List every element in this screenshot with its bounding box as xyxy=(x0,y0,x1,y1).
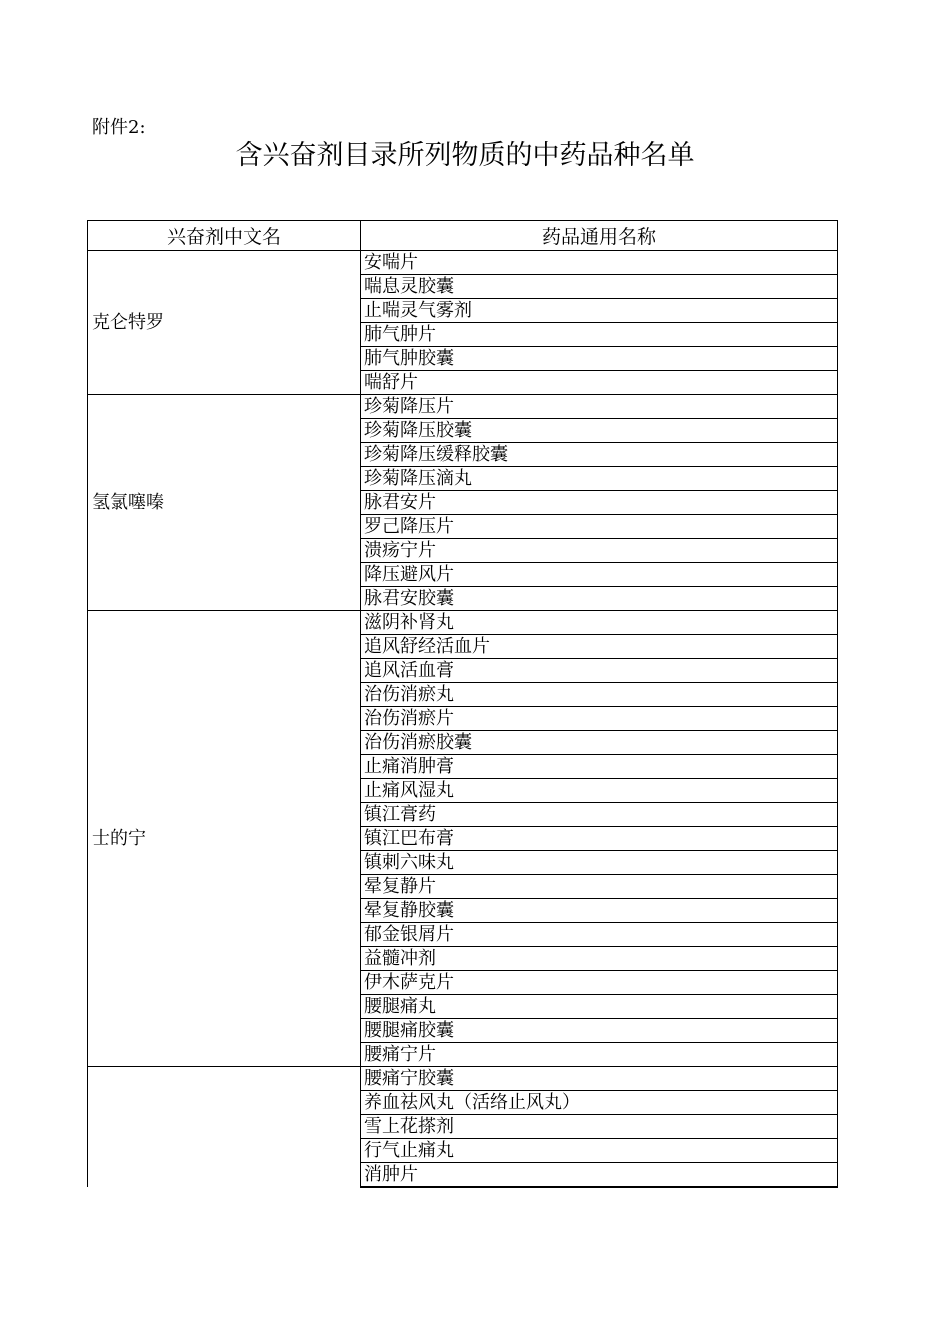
drug-name-cell: 降压避风片 xyxy=(361,563,838,587)
drug-name-cell: 腰腿痛丸 xyxy=(361,995,838,1019)
document-title: 含兴奋剂目录所列物质的中药品种名单 xyxy=(235,140,695,171)
drug-name-cell: 治伤消瘀丸 xyxy=(361,683,838,707)
table-body xyxy=(88,251,838,1188)
drug-name-cell: 珍菊降压缓释胶囊 xyxy=(361,443,838,467)
drug-name-cell: 珍菊降压滴丸 xyxy=(361,467,838,491)
drug-name-cell: 安喘片 xyxy=(361,251,838,275)
table-row xyxy=(88,251,838,275)
substance-name-cell xyxy=(88,1067,361,1188)
drug-name-cell: 肺气肿片 xyxy=(361,323,838,347)
drug-name-cell: 追风活血膏 xyxy=(361,659,838,683)
drug-name-cell: 珍菊降压片 xyxy=(361,395,838,419)
drug-name-cell: 晕复静胶囊 xyxy=(361,899,838,923)
drug-name-cell: 镇江膏药 xyxy=(361,803,838,827)
drug-name-cell: 腰痛宁胶囊 xyxy=(361,1067,838,1091)
substance-name-cell: 克仑特罗 xyxy=(88,251,361,395)
drug-name-cell: 滋阴补肾丸 xyxy=(361,611,838,635)
drug-name-cell: 雪上花搽剂 xyxy=(361,1115,838,1139)
substance-name-cell: 氢氯噻嗪 xyxy=(88,395,361,611)
drug-name-cell: 止痛风湿丸 xyxy=(361,779,838,803)
drug-name-cell: 追风舒经活血片 xyxy=(361,635,838,659)
drug-name-cell: 肺气肿胶囊 xyxy=(361,347,838,371)
drug-name-cell: 脉君安片 xyxy=(361,491,838,515)
drug-name-cell: 止痛消肿膏 xyxy=(361,755,838,779)
substance-name-cell: 士的宁 xyxy=(88,611,361,1067)
drug-name-cell: 行气止痛丸 xyxy=(361,1139,838,1163)
drug-name-cell: 治伤消瘀胶囊 xyxy=(361,731,838,755)
drug-name-cell: 治伤消瘀片 xyxy=(361,707,838,731)
table-header-row xyxy=(88,221,838,251)
annex-label: 附件2: xyxy=(92,117,146,138)
table-row xyxy=(88,1067,838,1091)
drug-name-cell: 镇江巴布膏 xyxy=(361,827,838,851)
drug-name-cell: 消肿片 xyxy=(361,1163,838,1188)
drug-name-cell: 益髓冲剂 xyxy=(361,947,838,971)
drug-name-cell: 伊木萨克片 xyxy=(361,971,838,995)
drug-name-cell: 溃疡宁片 xyxy=(361,539,838,563)
doping-substance-table xyxy=(87,220,838,1188)
drug-name-cell: 喘息灵胶囊 xyxy=(361,275,838,299)
column-header-substance: 兴奋剂中文名 xyxy=(88,221,361,251)
drug-name-cell: 养血祛风丸（活络止风丸） xyxy=(361,1091,838,1115)
drug-name-cell: 腰痛宁片 xyxy=(361,1043,838,1067)
table-row xyxy=(88,611,838,635)
column-header-drug-name: 药品通用名称 xyxy=(361,221,838,251)
drug-name-cell: 喘舒片 xyxy=(361,371,838,395)
drug-name-cell: 止喘灵气雾剂 xyxy=(361,299,838,323)
table-row xyxy=(88,395,838,419)
drug-name-cell: 脉君安胶囊 xyxy=(361,587,838,611)
drug-name-cell: 腰腿痛胶囊 xyxy=(361,1019,838,1043)
drug-name-cell: 罗己降压片 xyxy=(361,515,838,539)
drug-name-cell: 晕复静片 xyxy=(361,875,838,899)
drug-name-cell: 郁金银屑片 xyxy=(361,923,838,947)
drug-name-cell: 珍菊降压胶囊 xyxy=(361,419,838,443)
drug-name-cell: 镇刺六味丸 xyxy=(361,851,838,875)
